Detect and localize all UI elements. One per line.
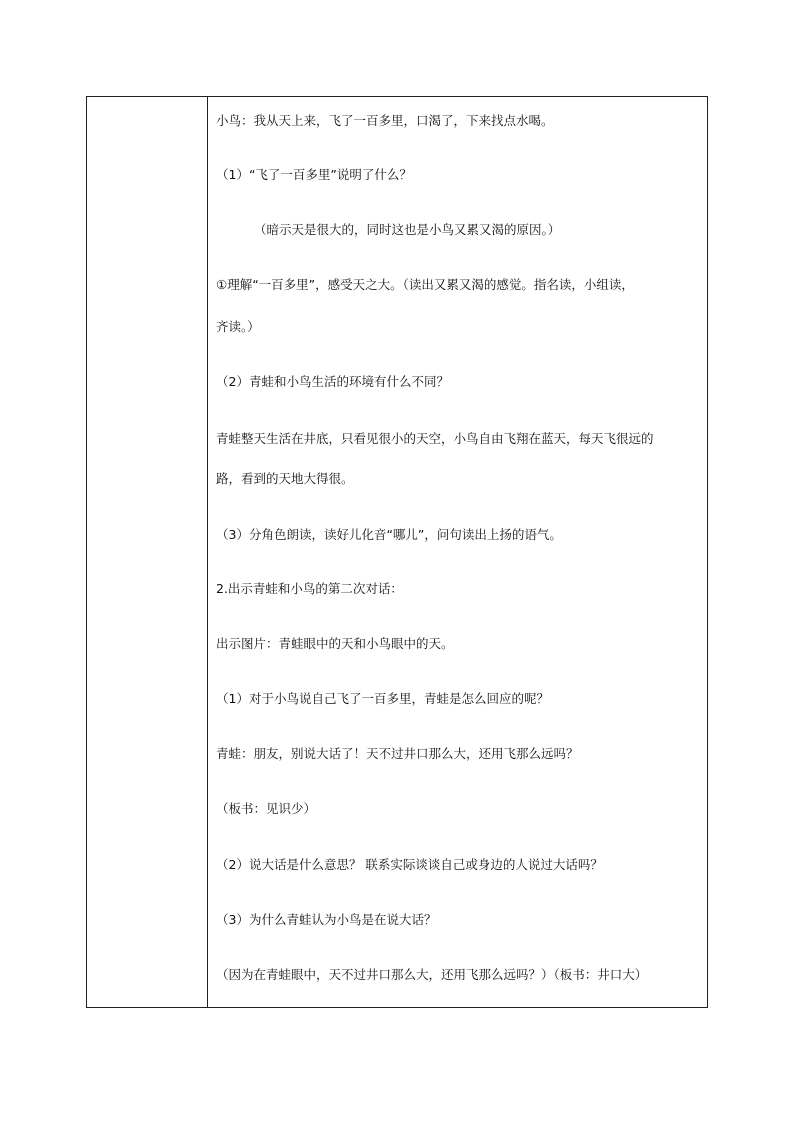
question-2-1: （1）对于小鸟说自己飞了一百多里，青蛙是怎么回应的呢？ [216, 691, 549, 706]
board-note-1: （板书：见识少） [216, 801, 317, 816]
label-cell [87, 97, 208, 1007]
show-picture: 出示图片：青蛙眼中的天和小鸟眼中的天。 [216, 636, 454, 651]
answer-2-line-2: 路，看到的天地大得很。 [216, 471, 354, 486]
dialogue-bird: 小鸟：我从天上来，飞了一百多里，口渴了，下来找点水喝。 [216, 113, 554, 128]
answer-2-line-1: 青蛙整天生活在井底，只看见很小的天空，小鸟自由飞翔在蓝天，每天飞很远的 [216, 431, 654, 446]
section-2-heading: 2.出示青蛙和小鸟的第二次对话： [216, 581, 403, 596]
question-3: （3）分角色朗读，读好儿化音“哪儿”，问句读出上扬的语气。 [216, 527, 562, 542]
lesson-table [86, 96, 708, 1008]
question-2: （2）青蛙和小鸟生活的环境有什么不同？ [216, 374, 449, 389]
activity-1-line-2: 齐读。） [216, 319, 260, 334]
question-2-2: （2）说大话是什么意思？ 联系实际谈谈自己或身边的人说过大话吗？ [216, 857, 603, 872]
question-2-3: （3）为什么青蛙认为小鸟是在说大话？ [216, 912, 437, 927]
question-1: （1）“飞了一百多里”说明了什么？ [216, 167, 412, 182]
activity-1-line-1: ①理解“一百多里”，感受天之大。（读出又累又渴的感觉。指名读，小组读， [216, 277, 634, 292]
dialogue-frog: 青蛙：朋友，别说大话了！天不过井口那么大，还用飞那么远吗？ [216, 746, 579, 761]
hint-1: （暗示天是很大的，同时这也是小鸟又累又渴的原因。） [254, 222, 561, 237]
answer-2-3: （因为在青蛙眼中，天不过井口那么大，还用飞那么远吗？）（板书：井口大） [216, 967, 648, 982]
content-cell [208, 97, 707, 1007]
